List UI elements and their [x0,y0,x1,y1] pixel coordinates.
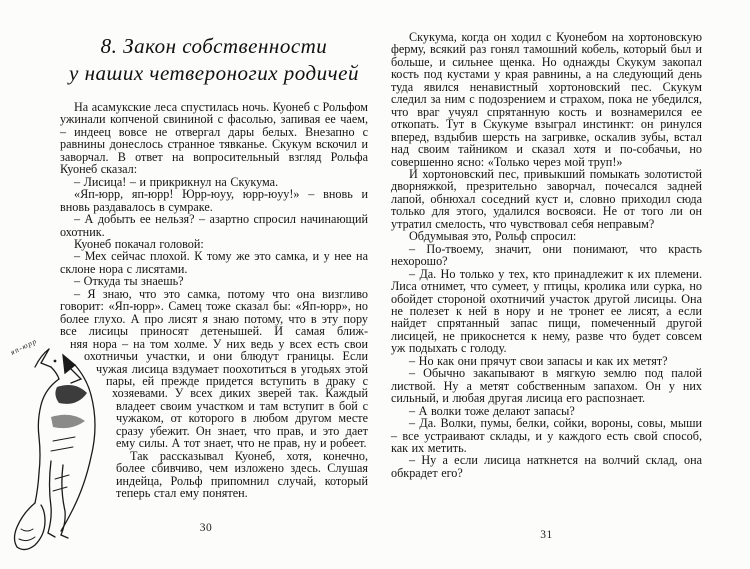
paragraph: – Ну а если лисица наткнется на волчий склад, она обкрадет его? [391,453,702,480]
page-number-left: 30 [199,522,213,534]
paragraph: Скукума, когда он ходил с Куонебом на хортоновскую ферму, всякий раз гонял тамошний кобель, который был и больше, и сильнее щенка. Но однажды Скукум закопал кость под кустами у края равнины, а на следующий день туда явился ненавистный хортоновский пес. Скукум следил за ним с подозрением и страхом, пока не убедился, что враг учуял спрятанную кость и вознамерился ее откопать. Тут в Скукуме взыграл инстинкт: он ринулся вперед, вздыбив шерсть на загривке, оскалив зубы, встал над своим тайником и сказал хотя и по-собачьи, но совершенно ясно: «Только через мой труп!» [391,30,702,169]
paragraph: На асамукские леса спустилась ночь. Куонеб с Рольфом ужинали копченой свининой с фасолью, запивая ее чаем, – индеец вовсе не отвергал дары белых. Внезапно с равнины донеслось странное тявканье. Скукум вскочил и заворчал. В ответ на вопросительный взгляд Рольфа Куонеб сказал: [60,100,368,177]
paragraph: – Откуда ты знаешь? [74,274,184,289]
paragraph: – Да. Волки, пумы, белки, сойки, вороны, совы, мыши – все устраивают склады, и у каждого есть свой способ, как их метить. [391,416,702,455]
paragraph: – Но как они прячут свои запасы и как их метят? [409,353,668,368]
paragraph: Так рассказывал Куонеб, хотя, конечно, более сбивчиво, чем изложено здесь. Слушая индейца, Рольф припомнил случай, который теперь стал ему понятен. [116,448,368,501]
chapter-title [60,33,368,87]
paragraph: няя нора – на том холме. У них ведь у всех есть свои охотничьи участки, и они блюдут границы. Если чужая лисица вздумает поохотиться в угодьях этой пары, ей прежде придется вступить в драку с хозяевами. У всех диких зверей так. Каждый владеет своим участком и там вступит в бой с чужаком, от которого в любом другом месте сразу убежит. Он знает, что прав, и это дает ему силы. А тот знает, что не прав, ну и робеет. [70,336,368,451]
fox-call-caption: яп-юрр [8,336,39,357]
right-page [391,31,702,479]
chapter-title-line-1: 8. Закон собственности [100,34,328,58]
fox-sketch-lines [15,349,96,550]
paragraph: – Лисица! – и прикрикнул на Скукума. [74,174,279,189]
paragraph: – А добыть ее нельзя? – азартно спросил начинающий охотник. [60,212,368,239]
paragraph: – Мех сейчас плохой. К тому же это самка, и у нее на склоне нора с лисятами. [60,249,368,276]
paragraph: – А волки тоже делают запасы? [409,403,575,418]
paragraph: – По-твоему, значит, они понимают, что красть нехорошо? [391,241,702,269]
paragraph: Куонеб покачал головой: [74,236,204,251]
paragraph: «Яп-юрр, яп-юрр! Юрр-юуу, юрр-юуу!» – вновь и вновь раздавалось в сумраке. [60,187,368,214]
paragraph: – Обычно закапывают в мягкую землю под палой листвой. Ну а метят собственным запахом. Он у них сильный, и любая другая лисица его распознает. [391,366,702,406]
page-number-right: 31 [540,529,553,541]
paragraph: – Да. Но только у тех, кто принадлежит к их племени. Лиса отнимет, что сумеет, у птицы, кролика или сурка, но обойдет стороной охотничий участок другой лисицы. Она не полезет к ней в нору и не тронет ее лисят, а если найдет спрятанный запас пищи, помеченный другой лисицей, не прикоснется к нему, разве что будет совсем уж подыхать с голоду. [391,266,702,356]
chapter-title-line-2: у наших четвероногих родичей [69,61,359,85]
paragraph: И хортоновский пес, привыкший помыкать золотистой дворняжкой, презрительно заворчал, почесался задней лапой, обнюхал соседний куст и, словно приходил сюда только для этого, удалился восвояси. Не от того ли он утратил смелость, что чувствовал себя неправым? [391,166,702,231]
paragraph: – Я знаю, что это самка, потому что она визгливо говорит: «Яп-юрр». Самец тоже сказал бы: «Яп-юрр», но более глухо. А про лисят я знаю потому, что в эту пору все лисицы приносят детенышей. И самая ближ- [60,286,368,339]
paragraph: Обдумывая это, Рольф спросил: [409,229,577,244]
